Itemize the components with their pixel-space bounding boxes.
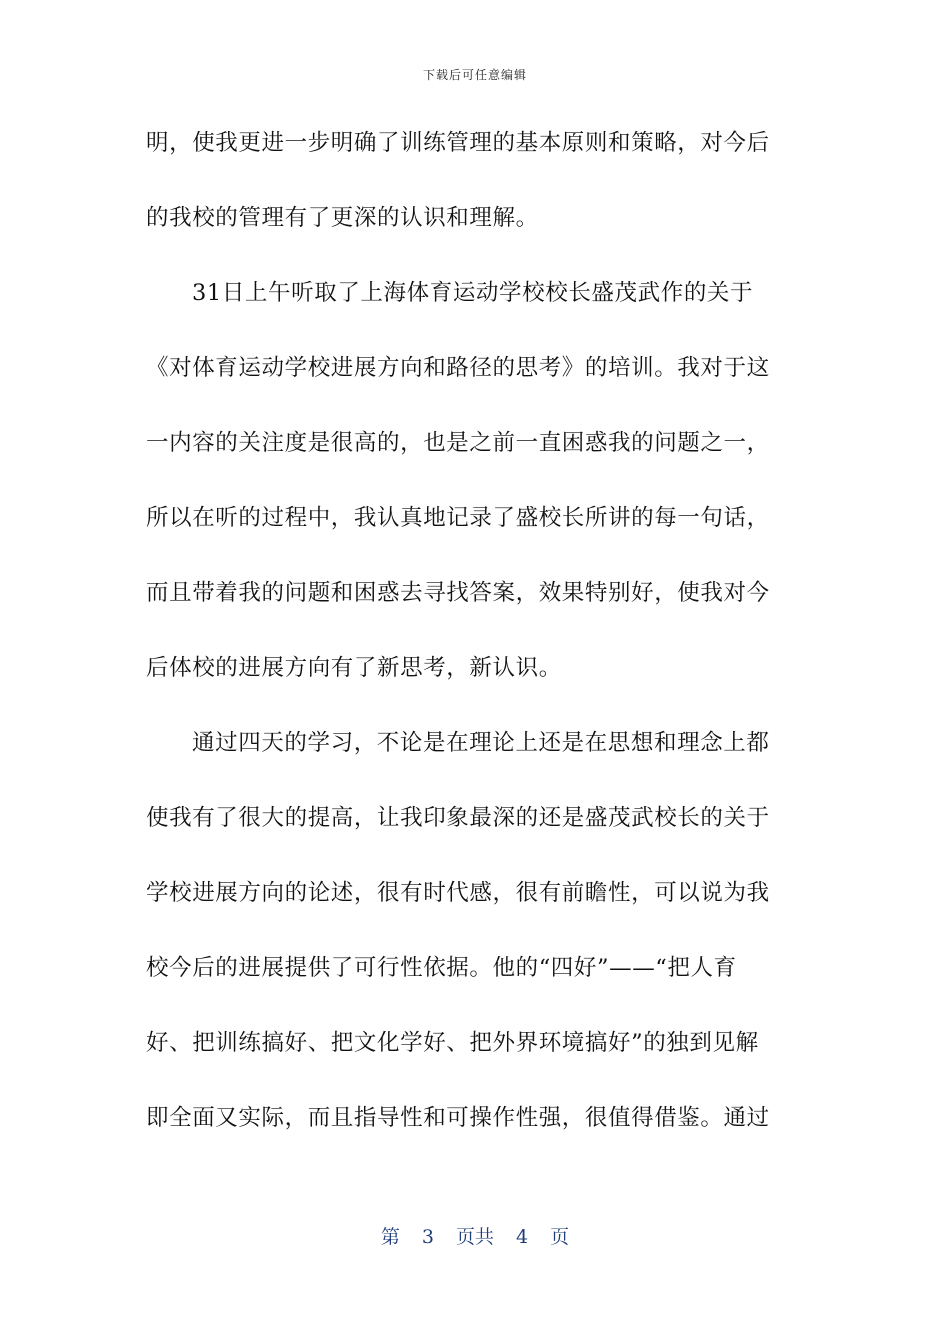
text-line: 一内容的关注度是很高的，也是之前一直困惑我的问题之一， — [146, 430, 770, 456]
text-line: 所以在听的过程中，我认真地记录了盛校长所讲的每一句话， — [146, 505, 770, 531]
text-line: 即全面又实际，而且指导性和可操作性强，很值得借鉴。通过 — [146, 1105, 770, 1131]
text-line: 后体校的进展方向有了新思考，新认识。 — [146, 655, 562, 681]
text-line: 的我校的管理有了更深的认识和理解。 — [146, 205, 539, 231]
text-line: 学校进展方向的论述，很有时代感，很有前瞻性，可以说为我 — [146, 880, 770, 906]
paragraph-start-line: 通过四天的学习，不论是在理论上还是在思想和理念上都 — [192, 730, 770, 756]
footer-middle: 页共 — [455, 1226, 494, 1248]
text-line: 校今后的进展提供了可行性依据。他的“四好”——“把人育 — [146, 955, 737, 981]
footer-suffix: 页 — [550, 1226, 570, 1248]
header-note: 下载后可任意编辑 — [422, 68, 527, 82]
text-line: 使我有了很大的提高，让我印象最深的还是盛茂武校长的关于 — [146, 805, 770, 831]
total-page-number: 4 — [516, 1226, 529, 1248]
text-line: 好、把训练搞好、把文化学好、把外界环境搞好”的独到见解 — [146, 1030, 759, 1056]
footer-prefix: 第 — [380, 1226, 400, 1248]
page-footer — [0, 1222, 950, 1249]
text-line: 而且带着我的问题和困惑去寻找答案，效果特别好，使我对今 — [146, 580, 770, 606]
paragraph-start-line: 31日上午听取了上海体育运动学校校长盛茂武作的关于 — [192, 280, 754, 306]
current-page-number: 3 — [421, 1226, 434, 1248]
text-line: 《对体育运动学校进展方向和路径的思考》的培训。我对于这 — [146, 355, 770, 381]
text-line: 明，使我更进一步明确了训练管理的基本原则和策略，对今后 — [146, 130, 770, 156]
body-text — [146, 106, 792, 1156]
